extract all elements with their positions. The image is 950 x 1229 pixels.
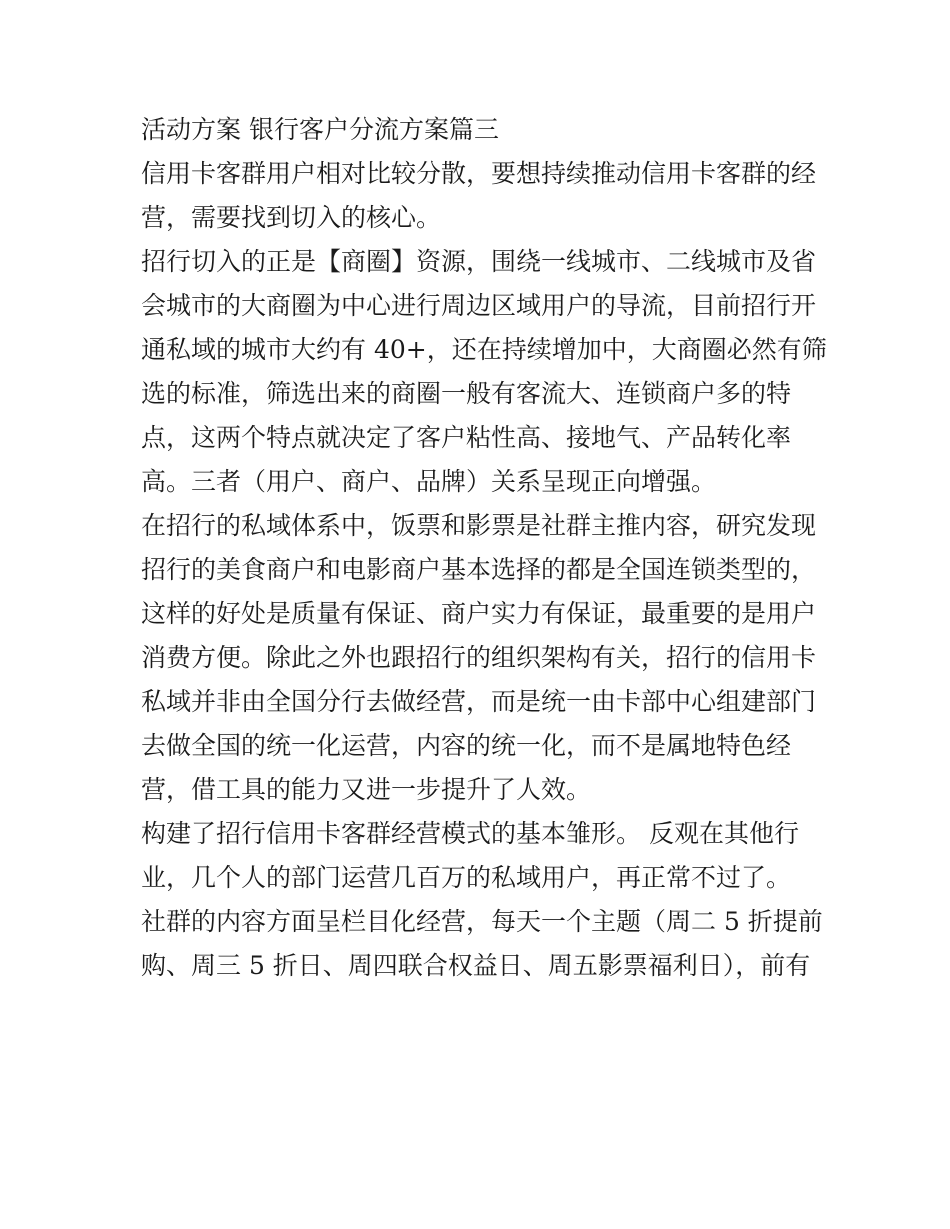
text-line: 招行切入的正是【商圈】资源，围绕一线城市、二线城市及省 (141, 247, 817, 276)
text-line: 高。三者（用户、商户、品牌）关系呈现正向增强。 (141, 467, 717, 496)
text-line: 社群的内容方面呈栏目化经营，每天一个主题（周二 5 折提前 (141, 907, 823, 936)
text-line: 构建了招行信用卡客群经营模式的基本雏形。 反观在其他行 (141, 819, 799, 848)
text-line: 营，需要找到切入的核心。 (141, 203, 442, 232)
document-title: 活动方案 银行客户分流方案篇三 (141, 115, 499, 144)
text-line: 消费方便。除此之外也跟招行的组织架构有关，招行的信用卡 (141, 643, 817, 672)
text-line: 选的标准，筛选出来的商圈一般有客流大、连锁商户多的特 (141, 379, 792, 408)
text-line: 通私域的城市大约有 40+，还在持续增加中，大商圈必然有筛 (141, 335, 827, 364)
document-body (141, 108, 827, 988)
text-line: 点，这两个特点就决定了客户粘性高、接地气、产品转化率 (141, 423, 792, 452)
text-line: 会城市的大商圈为中心进行周边区域用户的导流，目前招行开 (141, 291, 817, 320)
text-line: 这样的好处是质量有保证、商户实力有保证，最重要的是用户 (141, 599, 817, 628)
text-line: 招行的美食商户和电影商户基本选择的都是全国连锁类型的， (141, 555, 817, 584)
text-line: 去做全国的统一化运营，内容的统一化，而不是属地特色经 (141, 731, 792, 760)
text-line: 私域并非由全国分行去做经营，而是统一由卡部中心组建部门 (141, 687, 817, 716)
text-line: 在招行的私域体系中，饭票和影票是社群主推内容，研究发现 (141, 511, 817, 540)
text-line: 信用卡客群用户相对比较分散，要想持续推动信用卡客群的经 (141, 159, 817, 188)
text-line: 业，几个人的部门运营几百万的私域用户，再正常不过了。 (141, 863, 792, 892)
text-line: 营，借工具的能力又进一步提升了人效。 (141, 775, 592, 804)
text-line: 购、周三 5 折日、周四联合权益日、周五影票福利日），前有 (141, 951, 811, 980)
